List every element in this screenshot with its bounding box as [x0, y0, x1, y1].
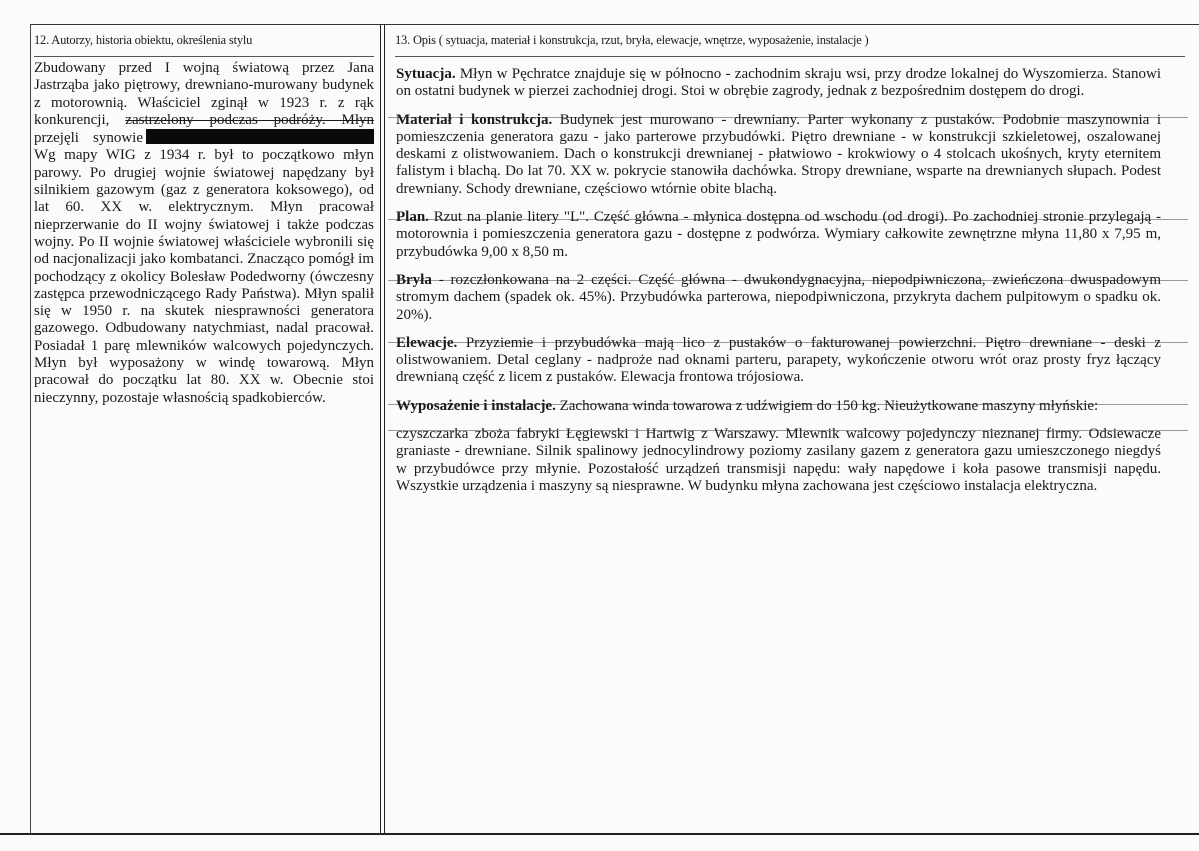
frame-left-line [30, 24, 31, 834]
column-divider-inner [384, 24, 385, 834]
frame-top-line [30, 24, 1199, 25]
description-column [396, 64, 1161, 504]
right-column-header: 13. Opis ( sytuacja, materiał i konstrukcja, rzut, bryła, elewacje, wnętrze, wyposażenie, instalacje ) [395, 33, 1185, 57]
redaction-bar [146, 129, 374, 144]
section-text: czyszczarka zboża fabryki Łęgiewski i Hartwig z Warszawy. Mlewnik walcowy pojedynczy nieznanej firmy. Odsiewacze graniaste - drewniane. Silnik spalinowy jednocylindrowy poziomy zasilany gazem z generatora gazu umieszczonego niegdyś w przybudówce przy młynie. Pozostałość urządzeń transmisji napędu: wały napędowe i koła pasowe transmisji napędu. Wszystkie urządzenia i maszyny są niesprawne. W budynku młyna zachowana jest częściowo instalacja elektryczna. [396, 426, 1161, 494]
section-equipment-details [396, 424, 1161, 495]
section-title: Bryła [396, 271, 432, 288]
section-situation [396, 64, 1161, 101]
section-title: Wyposażenie i instalacje. [396, 397, 556, 414]
history-intro: Zbudowany przed I wojną światową przez Jana Jastrząba jako piętrowy, drewniano-murowany budynek z motorownią. Właściciel zginął w 1923 r. z rąk konkurencji, [34, 60, 374, 128]
history-body: Wg mapy WIG z 1934 r. był to początkowo młyn parowy. Po drugiej wojnie światowej napędzany był silnikiem gazowym (gaz z generatora koksowego), od lat 60. XX w. elektrycznym. Młyn pracował nieprzerwanie do II wojny światowej i także podczas wojny. Po II wojnie światowej właściciele wybronili się od nacjonalizacji jako kombatanci. Znacząco pomógł im pochodzący z okolicy Bolesław Podedworny (ówczesny zastępca przewodniczącego Rady Państwa). Młyn spalił się w 1950 r. na skutek niesprawności generatora gazowego. Odbudowany natychmiast, nadal pracował. Posiadał 1 parę mlewników walcowych pojedynczych. Młyn był wyposażony w windę towarową. Młyn pracował do początku lat 80. XX w. Obecnie stoi nieczynny, pozostaje własnością spadkobierców. [34, 147, 374, 406]
section-text: - rozczłonkowana na 2 części. Część główna - dwukondygnacyjna, niepodpiwniczona, zwieńczona dwuspadowym stromym dachem (spadek ok. 45%). Przybudówka parterowa, niepodpiwniczona, przykryta dachem pulpitowym o spadku ok. 20%). [396, 271, 1161, 323]
left-column-header: 12. Autorzy, historia obiektu, określenia stylu [34, 33, 374, 57]
section-title: Plan. [396, 209, 429, 226]
section-text: Zachowana winda towarowa z udźwigiem do 150 kg. Nieużytkowane maszyny młyńskie: [559, 397, 1099, 414]
section-text: Młyn w Pęchratce znajduje się w północno - zachodnim skraju wsi, przy drodze lokalnej do Wyszomierza. Stanowi on ostatni budynek w pierzei zachodniej drogi. Stoi w obrębie zagrody, jednak z bezpośrednim dostępem do drogi. [396, 66, 1162, 100]
struck-text: zastrzelony podczas podróży. Młyn [125, 111, 374, 128]
section-equipment [396, 396, 1161, 415]
section-material [396, 110, 1161, 198]
sons-text: przejęli synowie [34, 130, 143, 147]
section-text: Budynek jest murowano - drewniany. Parter wykonany z pustaków. Podobnie maszynownia i pomieszczenia generatora gazu - jako parterowe przybudówki. Piętro drewniane - w konstrukcji szkieletowej, oszalowanej deskami z olistwowaniem. Dach o konstrukcji drewnianej - płatwiowo - krokwiowy o 4 stolcach ukośnych, kryty eternitem falistym i blachą. Do lat 70. XX w. pokrycie stanowiła dachówka. Stropy drewniane, wsparte na drewnianych słupach. Podest drewniany. Schody drewniane, częściowo wtórnie obite blachą. [396, 111, 1161, 197]
section-mass [396, 270, 1161, 324]
column-divider [380, 24, 381, 834]
section-title: Materiał i konstrukcja. [396, 111, 553, 128]
history-paragraph [34, 60, 374, 407]
section-text: Rzut na planie litery "L". Część główna - młynica dostępna od wschodu (od drogi). Po zachodniej stronie przylegają - motorownia i pomieszczenia generatora gazu - dostępne z podwórza. Wymiary całkowite zewnętrzne młyna 11,80 x 7,95 m, przybudówka 9,00 x 8,50 m. [396, 209, 1161, 260]
section-plan [396, 207, 1161, 261]
section-text: Przyziemie i przybudówka mają lico z pustaków o fakturowanej powierzchni. Piętro drewniane - deski z olistwowaniem. Detal ceglany - nadproże nad oknami parteru, parapety, wykończenie otworu wrót oraz prosty fryz łączący drewnianą część z licem z pustaków. Elewacja frontowa trójosiowa. [396, 334, 1161, 386]
history-column [34, 60, 374, 407]
section-elevations [396, 333, 1161, 387]
section-title: Elewacje. [396, 334, 458, 351]
section-title: Sytuacja. [396, 66, 456, 82]
frame-bottom-line [0, 833, 1199, 835]
